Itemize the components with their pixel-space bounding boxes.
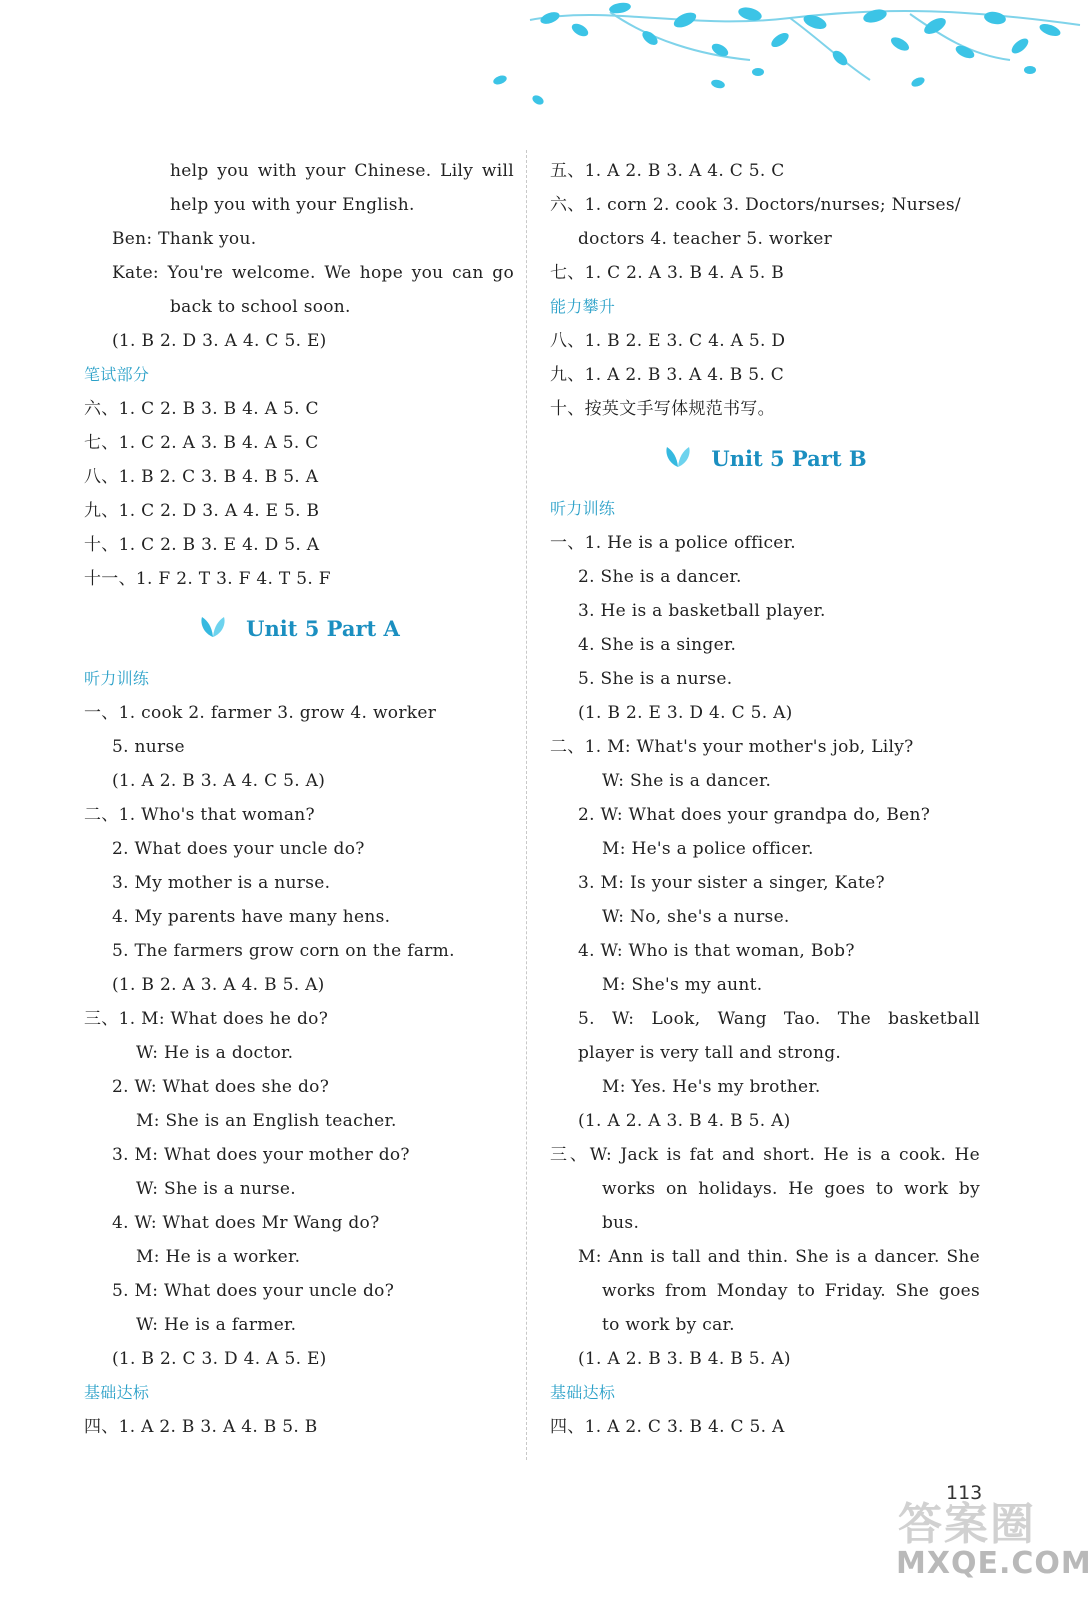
answer-line: 5. M: What does your uncle do? <box>112 1281 395 1301</box>
answer-line: works from Monday to Friday. She goes <box>602 1281 980 1301</box>
answer-line: 六、1. corn 2. cook 3. Doctors/nurses; Nurses/ <box>550 195 961 215</box>
answer-line: 一、1. cook 2. farmer 3. grow 4. worker <box>84 703 437 723</box>
answer-line: 3. M: Is your sister a singer, Kate? <box>578 873 885 893</box>
answer-line: 2. What does your uncle do? <box>112 839 365 859</box>
column-divider <box>526 150 527 1460</box>
answer-line: 4. W: What does Mr Wang do? <box>112 1213 380 1233</box>
answer-line: 五、1. A 2. B 3. A 4. C 5. C <box>550 161 785 181</box>
answer-line: works on holidays. He goes to work by <box>602 1179 980 1199</box>
answer-line: (1. B 2. C 3. D 4. A 5. E) <box>112 1349 327 1369</box>
section-label: 听力训练 <box>84 669 150 688</box>
answer-line: help you with your Chinese. Lily will <box>170 161 514 181</box>
answer-line: 2. W: What does she do? <box>112 1077 330 1097</box>
answer-line: W: He is a doctor. <box>136 1043 294 1063</box>
answer-line: W: She is a nurse. <box>136 1179 296 1199</box>
section-label: 基础达标 <box>550 1383 616 1402</box>
left-column <box>84 154 514 1444</box>
answer-line: 4. W: Who is that woman, Bob? <box>578 941 855 961</box>
answer-line: 十一、1. F 2. T 3. F 4. T 5. F <box>84 569 331 589</box>
page-number: 113 <box>946 1482 983 1504</box>
answer-line: 3. M: What does your mother do? <box>112 1145 410 1165</box>
unit-title-text: Unit 5 Part A <box>246 616 400 641</box>
answer-line: 5. W: Look, Wang Tao. The basketball <box>578 1009 980 1029</box>
answer-line: player is very tall and strong. <box>578 1043 842 1063</box>
answer-line: 六、1. C 2. B 3. B 4. A 5. C <box>84 399 319 419</box>
leaf-branch-decoration <box>490 0 1090 115</box>
answer-line: 4. My parents have many hens. <box>112 907 391 927</box>
answer-line: 3. My mother is a nurse. <box>112 873 331 893</box>
answer-line: W: No, she's a nurse. <box>602 907 790 927</box>
answer-line: (1. A 2. B 3. A 4. C 5. A) <box>112 771 326 791</box>
section-label: 笔试部分 <box>84 365 150 384</box>
answer-line: help you with your English. <box>170 195 415 215</box>
answer-line: M: Yes. He's my brother. <box>602 1077 821 1097</box>
answer-line: 二、1. Who's that woman? <box>84 805 315 825</box>
answer-line: 2. W: What does your grandpa do, Ben? <box>578 805 931 825</box>
watermark-logo <box>890 1488 1092 1596</box>
answer-line: W: She is a dancer. <box>602 771 772 791</box>
answer-line: 5. She is a nurse. <box>578 669 733 689</box>
answer-line: 5. nurse <box>112 737 185 757</box>
answer-line: 八、1. B 2. E 3. C 4. A 5. D <box>550 331 786 351</box>
answer-line: M: He is a worker. <box>136 1247 301 1267</box>
section-label: 听力训练 <box>550 499 616 518</box>
answer-line: 七、1. C 2. A 3. B 4. A 5. B <box>550 263 785 283</box>
answer-line: 十、按英文手写体规范书写。 <box>550 399 775 419</box>
unit-title <box>550 426 980 492</box>
answer-line: 三、W: Jack is fat and short. He is a cook. He <box>550 1145 980 1165</box>
right-column <box>550 154 980 1444</box>
answer-line: to work by car. <box>602 1315 735 1335</box>
answer-line: 3. He is a basketball player. <box>578 601 826 621</box>
answer-line: 三、1. M: What does he do? <box>84 1009 329 1029</box>
section-label: 基础达标 <box>84 1383 150 1402</box>
answer-line: (1. A 2. B 3. B 4. B 5. A) <box>578 1349 791 1369</box>
unit-title <box>84 596 514 662</box>
answer-line: bus. <box>602 1213 640 1233</box>
answer-line: 九、1. A 2. B 3. A 4. B 5. C <box>550 365 785 385</box>
answer-line: 四、1. A 2. C 3. B 4. C 5. A <box>550 1417 785 1437</box>
answer-line: 十、1. C 2. B 3. E 4. D 5. A <box>84 535 320 555</box>
answer-line: M: Ann is tall and thin. She is a dancer. She <box>578 1247 980 1267</box>
watermark-bottom-text: MXQE.COM <box>896 1546 1092 1581</box>
answer-line: Ben: Thank you. <box>112 229 257 249</box>
answer-line: (1. A 2. A 3. B 4. B 5. A) <box>578 1111 791 1131</box>
answer-line: Kate: You're welcome. We hope you can go <box>112 263 514 283</box>
answer-line: 5. The farmers grow corn on the farm. <box>112 941 455 961</box>
answer-line: 四、1. A 2. B 3. A 4. B 5. B <box>84 1417 318 1437</box>
answer-line: 2. She is a dancer. <box>578 567 742 587</box>
answer-line: M: She's my aunt. <box>602 975 763 995</box>
answer-line: 二、1. M: What's your mother's job, Lily? <box>550 737 914 757</box>
answer-line: 一、1. He is a police officer. <box>550 533 796 553</box>
answer-line: W: He is a farmer. <box>136 1315 297 1335</box>
answer-line: doctors 4. teacher 5. worker <box>578 229 833 249</box>
answer-line: M: She is an English teacher. <box>136 1111 397 1131</box>
answer-line: 七、1. C 2. A 3. B 4. A 5. C <box>84 433 319 453</box>
section-label: 能力攀升 <box>550 297 616 316</box>
unit-title-text: Unit 5 Part B <box>711 446 867 471</box>
watermark-top-text: 答案圈 <box>898 1499 1036 1550</box>
answer-line: (1. B 2. A 3. A 4. B 5. A) <box>112 975 325 995</box>
answer-line: 九、1. C 2. D 3. A 4. E 5. B <box>84 501 320 521</box>
answer-line: 4. She is a singer. <box>578 635 737 655</box>
leaf-icon <box>663 445 693 469</box>
leaf-icon <box>198 615 228 639</box>
answer-line: 八、1. B 2. C 3. B 4. B 5. A <box>84 467 319 487</box>
answer-line: back to school soon. <box>170 297 351 317</box>
answer-line: (1. B 2. E 3. D 4. C 5. A) <box>578 703 793 723</box>
answer-line: M: He's a police officer. <box>602 839 814 859</box>
answer-line: (1. B 2. D 3. A 4. C 5. E) <box>112 331 327 351</box>
